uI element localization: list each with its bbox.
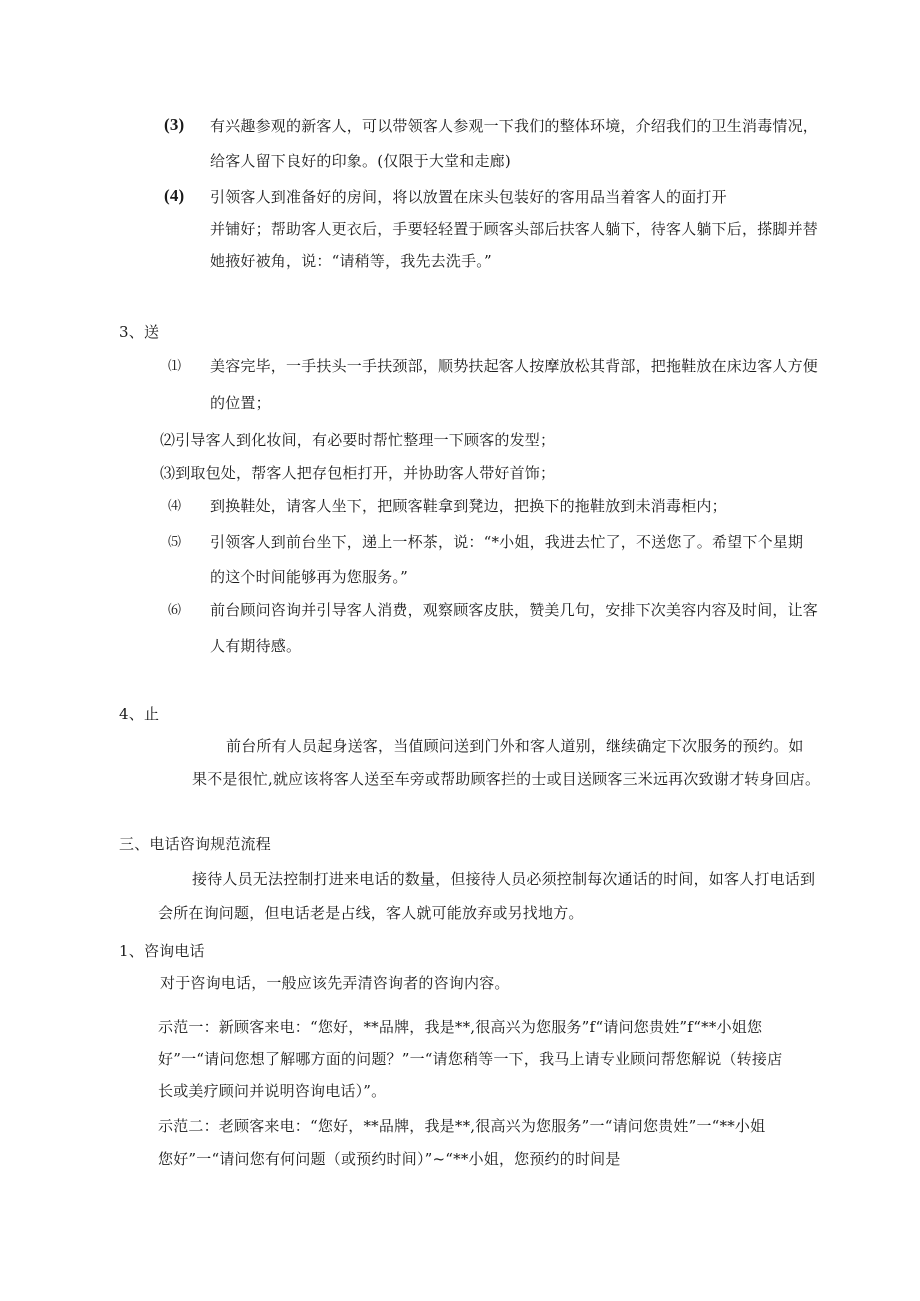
example-2-line-1: 示范二：老顾客来电：“您好，**品牌，我是**,很高兴为您服务”一“请问您贵姓”一“**小姐 — [158, 1117, 766, 1135]
sec3-step-5-number: ⑸ — [168, 535, 182, 550]
item-4-line-1: 引领客人到准备好的房间，将以放置在床头包装好的客用品当着客人的面打开 — [210, 188, 727, 206]
section-4-line-2: 果不是很忙,就应该将客人送至车旁或帮助顾客拦的士或目送顾客三米远再次致谢才转身回店。 — [192, 770, 821, 788]
sec3-step-2: ⑵引导客人到化妆间，有必要时帮忙整理一下顾客的发型； — [160, 431, 556, 449]
item-4-line-3: 她掖好被角，说：“请稍等，我先去洗手。” — [210, 252, 492, 270]
section-3-heading: 3、送 — [119, 323, 160, 341]
sec3-step-5-line-2: 的这个时间能够再为您服务。” — [210, 568, 408, 586]
sec3-step-3: ⑶到取包处，帮客人把存包柜打开，并协助客人带好首饰； — [160, 464, 556, 482]
sec3-step-6-line-1: 前台顾问咨询并引导客人消费，观察顾客皮肤，赞美几句，安排下次美容内容及时间，让客 — [210, 601, 819, 619]
consult-intro: 对于咨询电话，一般应该先弄清咨询者的咨询内容。 — [160, 974, 510, 992]
item-4-line-2: 并铺好；帮助客人更衣后，手要轻轻置于顾客头部后扶客人躺下，待客人躺下后，搽脚并替 — [210, 220, 819, 238]
sec3-step-6-number: ⑹ — [168, 603, 182, 618]
example-2-line-2: 您好”一“请问您有何问题（或预约时间）”~“**小姐，您预约的时间是 — [158, 1150, 621, 1168]
item-3-line-1: 有兴趣参观的新客人，可以带领客人参观一下我们的整体环境，介绍我们的卫生消毒情况， — [210, 117, 819, 135]
sec3-step-6-line-2: 人有期待感。 — [210, 637, 302, 655]
consult-heading: 1、咨询电话 — [119, 942, 205, 960]
part-3-heading: 三、电话咨询规范流程 — [119, 835, 272, 853]
example-1-line-3: 长或美疗顾问并说明咨询电话）”。 — [158, 1082, 387, 1100]
example-1-line-2: 好”一“请问您想了解哪方面的问题？”一“请您稍等一下，我马上请专业顾问帮您解说（转接店 — [158, 1050, 783, 1068]
sec3-step-1-line-1: 美容完毕，一手扶头一手扶颈部，顺势扶起客人按摩放松其背部，把拖鞋放在床边客人方便 — [210, 357, 819, 375]
part-3-line-2: 会所在询问题，但电话老是占线，客人就可能放弃或另找地方。 — [158, 904, 584, 922]
sec3-step-4-line-1: 到换鞋处，请客人坐下，把顾客鞋拿到凳边，把换下的拖鞋放到未消毒柜内； — [210, 497, 727, 515]
item-3-line-2: 给客人留下良好的印象。(仅限于大堂和走廊) — [210, 152, 511, 170]
sec3-step-1-line-2: 的位置； — [210, 394, 271, 412]
item-3-number: (3) — [164, 115, 185, 134]
sec3-step-4-number: ⑷ — [168, 499, 182, 514]
sec3-step-1-number: ⑴ — [168, 359, 182, 374]
section-4-line-1: 前台所有人员起身送客，当值顾问送到门外和客人道别，继续确定下次服务的预约。如 — [226, 737, 804, 755]
example-1-line-1: 示范一：新顾客来电：“您好，**品牌，我是**,很高兴为您服务”f“请问您贵姓”f“**小姐您 — [158, 1018, 763, 1036]
sec3-step-5-line-1: 引领客人到前台坐下，递上一杯茶，说：“*小姐，我进去忙了，不送您了。希望下个星期 — [210, 533, 804, 551]
item-4-number: (4) — [164, 186, 185, 205]
part-3-line-1: 接待人员无法控制打进来电话的数量，但接待人员必须控制每次通话的时间，如客人打电话到 — [192, 870, 816, 888]
section-4-heading: 4、止 — [119, 705, 160, 723]
